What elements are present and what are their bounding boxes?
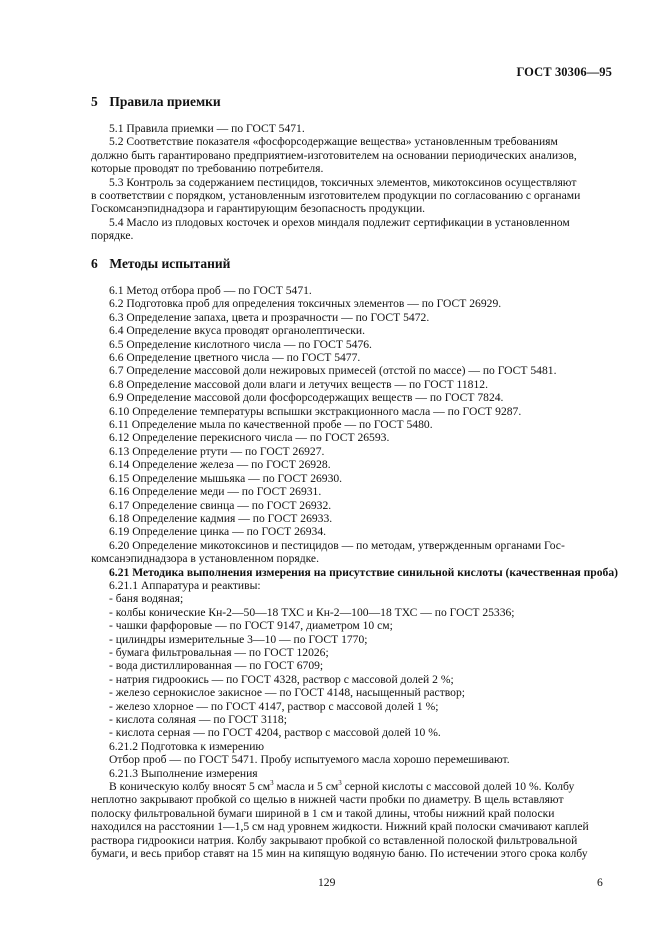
list-item: 6.7 Определение массовой доли нежировых примесей (отстой по массе) — по ГОСТ 5481. bbox=[109, 364, 557, 378]
list-item: 6.12 Определение перекисного числа — по ГОСТ 26593. bbox=[109, 431, 390, 445]
list-item: 6.16 Определение меди — по ГОСТ 26931. bbox=[109, 485, 322, 499]
text-line: раствора гидроокиси натрия. Колбу закрывают пробкой со вставленной полоской фильтровальной bbox=[91, 833, 578, 847]
list-item: 6.17 Определение свинца — по ГОСТ 26932. bbox=[109, 498, 332, 512]
reagent-item: - чашки фарфоровые — по ГОСТ 9147, диаметром 10 см; bbox=[109, 619, 393, 633]
reagent-item: - бумага фильтровальная — по ГОСТ 12026; bbox=[109, 645, 329, 659]
text-line bbox=[109, 780, 612, 793]
list-item: 6.9 Определение массовой доли фосфорсодержащих веществ — по ГОСТ 7824. bbox=[109, 391, 504, 405]
section-6-heading bbox=[91, 256, 230, 272]
text-line: которые проводят по требованию потребителя. bbox=[91, 162, 324, 176]
text-line: 5.3 Контроль за содержанием пестицидов, токсичных элементов, микотоксинов осуществляют bbox=[109, 175, 577, 189]
section-6-number: 6 bbox=[91, 256, 98, 271]
list-item: 6.10 Определение температуры вспышки экстракционного масла — по ГОСТ 9287. bbox=[109, 404, 522, 418]
text-line: Госкомсанэпиднадзора и гарантирующим безопасность продукции. bbox=[91, 202, 426, 216]
list-item: 6.20 Определение микотоксинов и пестицидов — по методам, утвержденным органами Гос- bbox=[109, 538, 565, 552]
text-line: бумаги, и весь прибор ставят на 15 мин на кипящую водяную баню. По истечении этого срока колбу bbox=[91, 847, 588, 861]
subsection-6-21-1-title: 6.21.1 Аппаратура и реактивы: bbox=[109, 578, 261, 592]
section-5-heading bbox=[91, 94, 221, 110]
text-line: порядке. bbox=[91, 229, 134, 243]
reagent-item: - железо сернокислое закисное — по ГОСТ 4148, насыщенный раствор; bbox=[109, 686, 465, 700]
text-line: полоску фильтровальной бумаги шириной в 1 см и такой длины, чтобы нижний край полоски bbox=[91, 806, 555, 820]
list-item: 6.13 Определение ртути — по ГОСТ 26927. bbox=[109, 444, 325, 458]
reagent-item: - вода дистиллированная — по ГОСТ 6709; bbox=[109, 659, 324, 673]
reagent-item: - баня водяная; bbox=[109, 592, 184, 606]
subsection-6-21-3-title: 6.21.3 Выполнение измерения bbox=[109, 766, 258, 780]
list-item: 6.8 Определение массовой доли влаги и летучих веществ — по ГОСТ 11812. bbox=[109, 377, 488, 391]
list-item: 6.5 Определение кислотного числа — по ГОСТ 5476. bbox=[109, 337, 372, 351]
section-5-number: 5 bbox=[91, 94, 98, 109]
text-line: должно быть гарантировано предприятием-изготовителем на основании периодических анализов, bbox=[91, 148, 577, 162]
sheet-number: 6 bbox=[597, 876, 603, 889]
list-item: 6.6 Определение цветного числа — по ГОСТ 5477. bbox=[109, 351, 361, 365]
reagent-item: - колбы конические Кн-2—50—18 ТХС и Кн-2—100—18 ТХС — по ГОСТ 25336; bbox=[109, 605, 515, 619]
text-line: 5.1 Правила приемки — по ГОСТ 5471. bbox=[109, 122, 305, 135]
list-item-continuation: комсанэпиднадзора в установленном порядке. bbox=[91, 552, 319, 566]
text-line: находился на расстоянии 1—1,5 см над уровнем жидкости. Нижний край полоски смачивают каплей bbox=[91, 820, 589, 834]
list-item: 6.1 Метод отбора проб — по ГОСТ 5471. bbox=[109, 284, 312, 297]
list-item: 6.15 Определение мышьяка — по ГОСТ 26930. bbox=[109, 471, 343, 485]
reagent-item: - кислота серная — по ГОСТ 4204, раствор с массовой долей 10 %. bbox=[109, 726, 441, 740]
text-run: масла и 5 см bbox=[273, 780, 339, 794]
text-line: 5.2 Соответствие показателя «фосфорсодержащие вещества» установленным требованиям bbox=[109, 135, 558, 149]
list-item: 6.3 Определение запаха, цвета и прозрачности — по ГОСТ 5472. bbox=[109, 310, 430, 324]
section-6-body bbox=[91, 284, 619, 861]
reagent-item: - железо хлорное — по ГОСТ 4147, раствор с массовой долей 1 %; bbox=[109, 699, 439, 713]
list-item: 6.4 Определение вкуса проводят органолептически. bbox=[109, 324, 366, 338]
standard-header: ГОСТ 30306—95 bbox=[516, 65, 612, 79]
section-6-title: Методы испытаний bbox=[109, 256, 231, 271]
list-item: 6.19 Определение цинка — по ГОСТ 26934. bbox=[109, 525, 327, 539]
reagent-item: - цилиндры измерительные 3—10 — по ГОСТ 1770; bbox=[109, 632, 368, 646]
subsection-6-21-2-title: 6.21.2 Подготовка к измерению bbox=[109, 739, 265, 753]
list-item: 6.14 Определение железа — по ГОСТ 26928. bbox=[109, 458, 331, 472]
page-number: 129 bbox=[318, 876, 336, 889]
section-5-title: Правила приемки bbox=[109, 94, 221, 109]
list-item: 6.18 Определение кадмия — по ГОСТ 26933. bbox=[109, 511, 333, 525]
text-line: в соответствии с порядком, установленным изготовителем продукции по согласованию с органами bbox=[91, 189, 581, 203]
reagent-item: - натрия гидроокись — по ГОСТ 4328, раствор с массовой долей 2 %; bbox=[109, 672, 454, 686]
subsection-6-21-title: 6.21 Методика выполнения измерения на присутствие синильной кислоты (качественная проба) bbox=[109, 565, 619, 579]
text-line: 5.4 Масло из плодовых косточек и орехов миндаля подлежит сертификации в установленном bbox=[109, 215, 570, 229]
text-line: Отбор проб — по ГОСТ 5471. Пробу испытуемого масла хорошо перемешивают. bbox=[109, 753, 510, 767]
text-run: серной кислоты с массовой долей 10 %. Колбу bbox=[341, 780, 575, 794]
superscript: 3 bbox=[270, 779, 274, 788]
superscript: 3 bbox=[338, 779, 342, 788]
reagent-item: - кислота соляная — по ГОСТ 3118; bbox=[109, 713, 287, 726]
section-5-body bbox=[91, 122, 612, 243]
text-run: В коническую колбу вносят 5 см bbox=[109, 780, 271, 794]
list-item: 6.2 Подготовка проб для определения токсичных элементов — по ГОСТ 26929. bbox=[109, 297, 502, 311]
text-line: неплотно закрывают пробкой со щелью в нижней части пробки по диаметру. В щель вставляют bbox=[91, 793, 564, 807]
list-item: 6.11 Определение мыла по качественной пробе — по ГОСТ 5480. bbox=[109, 418, 433, 432]
